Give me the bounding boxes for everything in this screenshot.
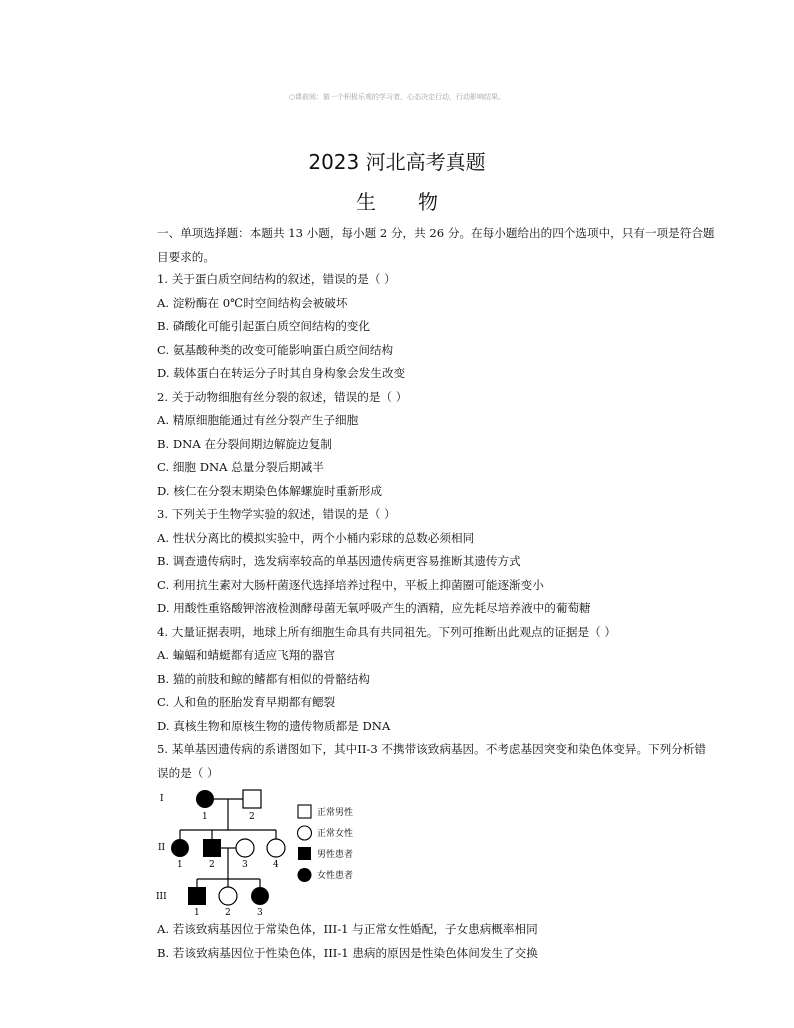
legend-affected-male: 男性患者: [317, 850, 354, 860]
q1-option-a: A. 淀粉酶在 0℃时空间结构会被破坏: [157, 295, 348, 310]
q4-option-c: C. 人和鱼的胚胎发育早期都有鳃裂: [157, 695, 336, 709]
ii-1-affected-female: [171, 839, 189, 857]
section-intro: 一、单项选择题：本题共 13 小题，每小题 2 分，共 26 分。在每小题给出的四个选项中，只有一项是符合题目要求的。: [157, 226, 715, 264]
svg-text:4: 4: [273, 860, 279, 870]
ii-2-affected-male: [203, 839, 221, 857]
iii-3-affected-female: [251, 887, 269, 905]
q4-option-d: D. 真核生物和原核生物的遗传物质都是 DNA: [157, 718, 391, 733]
q3-option-b: B. 调查遗传病时，选发病率较高的单基因遗传病更容易推断其遗传方式: [157, 554, 521, 568]
question-block: [157, 268, 717, 785]
gen-label-iii: III: [156, 892, 167, 902]
q2-option-d: D. 核仁在分裂末期染色体解螺旋时重新形成: [157, 483, 382, 498]
ii-3-normal-female: [236, 839, 254, 857]
q4-stem: 4. 大量证据表明，地球上所有细胞生命具有共同祖先。下列可推断出此观点的证据是（ ）: [157, 624, 616, 639]
q5-option-b: B. 若该致病基因位于性染色体，III-1 患病的原因是性染色体间发生了交换: [157, 945, 538, 960]
i-1-affected-female: [196, 790, 214, 808]
q1-option-c: C. 氨基酸种类的改变可能影响蛋白质空间结构: [157, 342, 394, 357]
subject-title: 生物: [356, 190, 480, 214]
page-title: 2023 河北高考真题: [308, 150, 486, 174]
q2-option-a: A. 精原细胞能通过有丝分裂产生子细胞: [157, 413, 359, 427]
q1-option-d: D. 载体蛋白在转运分子时其自身构象会发生改变: [157, 366, 406, 380]
gen-label-i: I: [160, 794, 164, 804]
q3-option-c: C. 利用抗生素对大肠杆菌逐代选择培养过程中，平板上抑菌圈可能逐渐变小: [157, 577, 544, 592]
legend-affected-female-icon: [298, 868, 312, 882]
legend-normal-male: 正常男性: [317, 808, 354, 818]
header-note: ○课前阅：做一个积极乐观的学习者，心态决定行动，行动影响结果。: [288, 93, 506, 101]
svg-text:3: 3: [242, 860, 248, 870]
q1-option-b: B. 磷酸化可能引起蛋白质空间结构的变化: [157, 319, 370, 333]
pedigree-chart: [150, 784, 370, 919]
svg-text:1: 1: [177, 860, 183, 870]
q2-stem: 2. 关于动物细胞有丝分裂的叙述，错误的是（ ）: [157, 389, 408, 404]
iii-2-normal-female: [219, 887, 237, 905]
q5-options: [157, 918, 717, 965]
q4-option-a: A. 蝙蝠和蜻蜓都有适应飞翔的器官: [157, 648, 336, 662]
ii-4-normal-female: [267, 839, 285, 857]
q5-stem: 5. 某单基因遗传病的系谱图如下，其中II-3 不携带该致病基因。不考虑基因突变和染色体变异。下列分析错误的是（ ）: [157, 742, 707, 780]
legend-affected-female: 女性患者: [317, 871, 354, 881]
q5-option-a: A. 若该致病基因位于常染色体，III-1 与正常女性婚配，子女患病概率相同: [157, 922, 538, 936]
iii-1-affected-male: [188, 887, 206, 905]
svg-text:1: 1: [202, 812, 208, 822]
svg-text:2: 2: [225, 908, 231, 918]
svg-text:3: 3: [257, 908, 263, 918]
q2-option-c: C. 细胞 DNA 总量分裂后期减半: [157, 460, 324, 474]
legend-normal-male-icon: [298, 805, 311, 818]
legend-affected-male-icon: [298, 847, 311, 860]
q3-option-d: D. 用酸性重铬酸钾溶液检测酵母菌无氧呼吸产生的酒精，应先耗尽培养液中的葡萄糖: [157, 601, 591, 615]
i-2-normal-male: [243, 790, 261, 808]
q3-option-a: A. 性状分离比的模拟实验中，两个小桶内彩球的总数必须相同: [157, 530, 475, 545]
svg-text:2: 2: [209, 860, 215, 870]
legend-normal-female: 正常女性: [317, 829, 354, 839]
q1-stem: 1. 关于蛋白质空间结构的叙述，错误的是（ ）: [157, 272, 396, 286]
legend-normal-female-icon: [298, 826, 312, 840]
q4-option-b: B. 猫的前肢和鲸的鳍都有相似的骨骼结构: [157, 671, 370, 686]
q2-option-b: B. DNA 在分裂间期边解旋边复制: [157, 436, 332, 451]
q3-stem: 3. 下列关于生物学实验的叙述，错误的是（ ）: [157, 507, 396, 521]
svg-text:2: 2: [249, 812, 255, 822]
svg-text:1: 1: [194, 908, 200, 918]
gen-label-ii: II: [158, 843, 166, 853]
